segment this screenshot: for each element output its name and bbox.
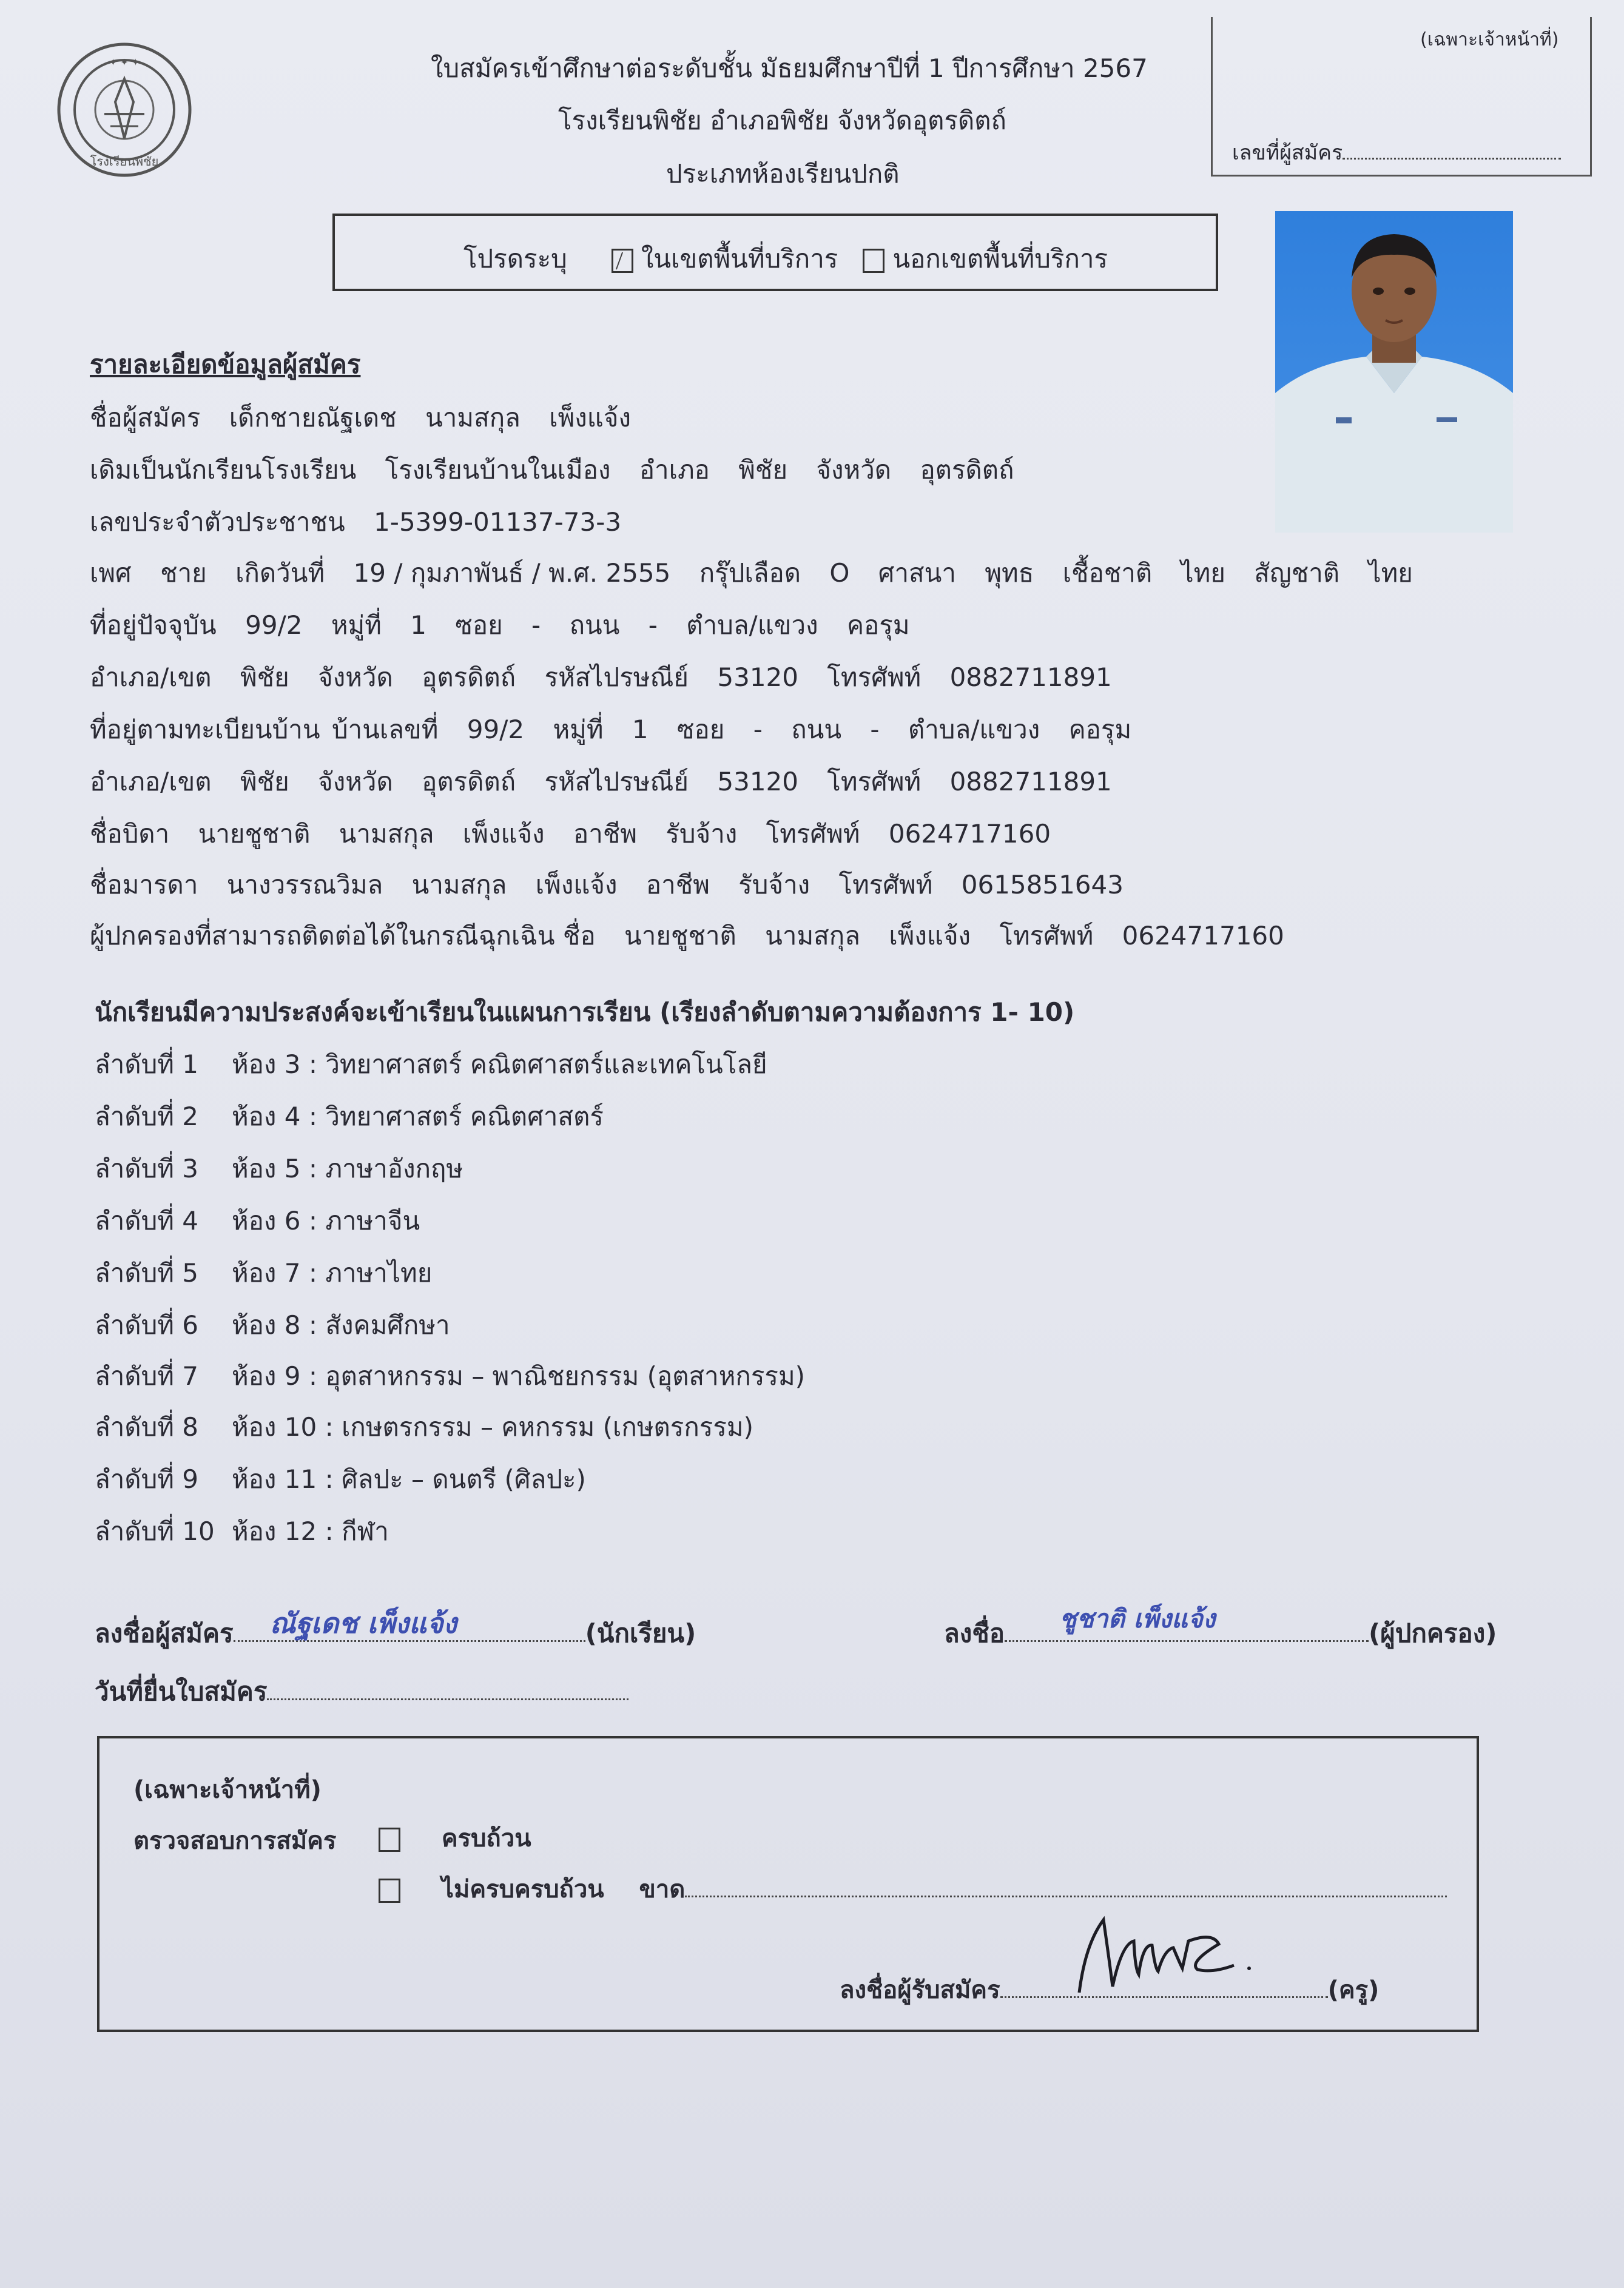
staff-box <box>97 1736 1479 2032</box>
service-area-row <box>463 239 1108 279</box>
registered-soi: - <box>753 715 763 744</box>
plan-choice <box>95 1512 389 1552</box>
choice-rank: ลำดับที่ 6 <box>95 1310 199 1340</box>
current-phone-label: โทรศัพท์ <box>827 662 922 692</box>
father-job-label: อาชีพ <box>573 819 638 849</box>
current-moo-label: หมู่ที่ <box>331 610 382 640</box>
current-address-row-2 <box>90 658 1133 698</box>
current-moo: 1 <box>410 610 426 640</box>
applicant-no-field[interactable] <box>1343 152 1561 160</box>
registered-address-row-1 <box>90 710 1152 750</box>
plan-choice <box>95 1356 805 1396</box>
father-phone-label: โทรศัพท์ <box>766 819 860 849</box>
current-address-label: ที่อยู่ปัจจุบัน <box>90 610 217 640</box>
id-row <box>90 502 642 542</box>
current-house-no: 99/2 <box>245 610 303 640</box>
registered-moo: 1 <box>632 715 649 744</box>
choice-rank: ลำดับที่ 2 <box>95 1102 199 1131</box>
guardian-role: (ผู้ปกครอง) <box>1368 1618 1497 1648</box>
guardian-signature-field[interactable] <box>1005 1604 1369 1642</box>
father-row <box>90 814 1071 854</box>
guardian-signature-line <box>944 1604 1497 1654</box>
current-postal: 53120 <box>717 662 798 692</box>
guardian-name: นายชูชาติ <box>624 921 736 951</box>
submit-date-field[interactable] <box>267 1692 628 1700</box>
missing-label: ขาด <box>639 1876 686 1903</box>
plan-choice <box>95 1407 753 1447</box>
plan-title: นักเรียนมีความประสงค์จะเข้าเรียนในแผนการเรียน (เรียงลำดับตามความต้องการ 1- 10) <box>95 997 1075 1027</box>
current-province: อุตรดิตถ์ <box>422 662 516 692</box>
guardian-row <box>90 916 1305 956</box>
choice-rank: ลำดับที่ 10 <box>95 1516 215 1546</box>
guardian-phone-label: โทรศัพท์ <box>999 921 1094 951</box>
choice-room: ห้อง 6 : ภาษาจีน <box>232 1206 420 1236</box>
registered-subdistrict: คอรุม <box>1068 715 1132 744</box>
choice-rank: ลำดับที่ 4 <box>95 1206 199 1236</box>
sex-value: ชาย <box>160 558 207 588</box>
birth-date: 19 / กุมภาพันธ์ / พ.ศ. 2555 <box>353 558 671 588</box>
personal-row <box>90 553 1434 593</box>
religion-label: ศาสนา <box>878 558 956 588</box>
plan-choice <box>95 1045 767 1085</box>
applicant-signature: ณัฐเดช เพ็งแจ้ง <box>269 1607 457 1640</box>
mother-label: ชื่อมารดา <box>90 870 198 900</box>
out-area-checkbox[interactable] <box>863 249 884 273</box>
sex-label: เพศ <box>90 558 132 588</box>
current-province-label: จังหวัด <box>318 662 393 692</box>
plan-choice <box>95 1459 586 1499</box>
class-type: ประเภทห้องเรียนปกติ <box>666 159 900 189</box>
guardian-surname: เพ็งแจ้ง <box>889 921 971 951</box>
registered-road-label: ถนน <box>791 715 842 744</box>
father-surname: เพ็งแจ้ง <box>462 819 545 849</box>
plan-choice <box>95 1201 420 1241</box>
choice-rank: ลำดับที่ 7 <box>95 1361 199 1391</box>
incomplete-option <box>379 1869 1447 1908</box>
id-label: เลขประจำตัวประชาชน <box>90 507 345 537</box>
guardian-phone: 0624717160 <box>1122 921 1284 951</box>
prev-district: พิชัย <box>738 455 788 485</box>
blood-value: O <box>829 558 850 588</box>
choice-rank: ลำดับที่ 1 <box>95 1049 199 1079</box>
missing-field[interactable] <box>685 1889 1447 1897</box>
mother-job-label: อาชีพ <box>645 870 710 900</box>
choice-room: ห้อง 7 : ภาษาไทย <box>232 1258 433 1288</box>
svg-text:โรงเรียนพิชัย: โรงเรียนพิชัย <box>90 154 159 169</box>
plan-choice <box>95 1097 604 1137</box>
current-address-row-1 <box>90 605 931 645</box>
nationality-value: ไทย <box>1368 558 1413 588</box>
submit-date-label: วันที่ยื่นใบสมัคร <box>95 1677 268 1706</box>
guardian-signature: ชูชาติ เพ็งแจ้ง <box>1059 1604 1216 1634</box>
choice-rank: ลำดับที่ 5 <box>95 1258 199 1288</box>
guardian-surname-label: นามสกุล <box>765 921 860 951</box>
choice-room: ห้อง 5 : ภาษาอังกฤษ <box>232 1154 463 1183</box>
current-soi-label: ซอย <box>455 610 503 640</box>
choice-rank: ลำดับที่ 9 <box>95 1464 199 1494</box>
father-job: รับจ้าง <box>665 819 738 849</box>
applicant-name-row <box>90 398 652 438</box>
birth-label: เกิดวันที่ <box>235 558 325 588</box>
choice-room: ห้อง 3 : วิทยาศาสตร์ คณิตศาสตร์และเทคโนโลยี <box>232 1049 767 1079</box>
plan-choice <box>95 1305 450 1345</box>
registered-moo-label: หมู่ที่ <box>553 715 604 744</box>
school-name: โรงเรียนพิชัย อำเภอพิชัย จังหวัดอุตรดิตถ์ <box>558 106 1006 135</box>
prev-province-label: จังหวัด <box>816 455 892 485</box>
applicant-signature-field[interactable] <box>234 1607 585 1642</box>
choice-room: ห้อง 10 : เกษตรกรรม – คหกรรม (เกษตรกรรม) <box>232 1412 753 1442</box>
prev-school-label: เดิมเป็นนักเรียนโรงเรียน <box>90 455 357 485</box>
registered-district: พิชัย <box>240 767 289 796</box>
service-area-prompt: โปรดระบุ <box>463 244 567 274</box>
complete-checkbox[interactable] <box>379 1828 400 1852</box>
current-subdistrict-label: ตำบล/แขวง <box>686 610 818 640</box>
race-value: ไทย <box>1181 558 1225 588</box>
receiver-label: ลงชื่อผู้รับสมัคร <box>840 1976 1000 2004</box>
applicant-surname: เพ็งแจ้ง <box>549 403 631 432</box>
father-name: นายชูชาติ <box>198 819 311 849</box>
current-postal-label: รหัสไปรษณีย์ <box>544 662 689 692</box>
registered-phone-label: โทรศัพท์ <box>827 767 922 796</box>
applicant-role: (นักเรียน) <box>585 1618 696 1648</box>
registered-postal: 53120 <box>717 767 798 796</box>
registered-province-label: จังหวัด <box>318 767 393 796</box>
mother-surname-label: นามสกุล <box>411 870 507 900</box>
father-phone: 0624717160 <box>888 819 1051 849</box>
race-label: เชื้อชาติ <box>1062 558 1153 588</box>
registered-soi-label: ซอย <box>676 715 725 744</box>
father-surname-label: นามสกุล <box>339 819 434 849</box>
prev-school: โรงเรียนบ้านในเมือง <box>385 455 611 485</box>
choice-rank: ลำดับที่ 8 <box>95 1412 199 1442</box>
choice-room: ห้อง 11 : ศิลปะ – ดนตรี (ศิลปะ) <box>232 1464 586 1494</box>
in-area-label: ในเขตพื้นที่บริการ <box>641 244 838 274</box>
registered-house-no: 99/2 <box>467 715 525 744</box>
in-area-checkbox[interactable] <box>612 249 633 273</box>
mother-name: นางวรรณวิมล <box>226 870 383 900</box>
officer-box <box>1211 17 1592 177</box>
form-title: ใบสมัครเข้าศึกษาต่อระดับชั้น มัธยมศึกษาปีที่ 1 ปีการศึกษา 2567 <box>431 53 1148 83</box>
applicant-sign-label: ลงชื่อผู้สมัคร <box>95 1618 234 1648</box>
prev-province: อุตรดิตถ์ <box>920 455 1014 485</box>
current-road-label: ถนน <box>569 610 620 640</box>
plan-choice <box>95 1149 463 1189</box>
registered-address-label: ที่อยู่ตามทะเบียนบ้าน <box>90 715 320 744</box>
applicant-section-title: รายละเอียดข้อมูลผู้สมัคร <box>90 349 361 379</box>
choice-room: ห้อง 8 : สังคมศึกษา <box>232 1310 450 1340</box>
school-logo <box>56 41 193 178</box>
current-district-label: อำเภอ/เขต <box>90 662 212 692</box>
mother-phone: 0615851643 <box>961 870 1124 900</box>
receiver-signature-scribble <box>1067 1908 1267 1999</box>
guardian-label: ผู้ปกครองที่สามารถติดต่อได้ในกรณีฉุกเฉิน ชื่อ <box>90 921 596 951</box>
blood-label: กรุ๊ปเลือด <box>699 558 801 588</box>
applicant-name: เด็กชายณัฐเดช <box>229 403 397 432</box>
mother-phone-label: โทรศัพท์ <box>838 870 933 900</box>
prev-school-row <box>90 450 1035 490</box>
complete-option <box>379 1819 531 1857</box>
current-soi: - <box>531 610 541 640</box>
registered-road: - <box>870 715 880 744</box>
choice-rank: ลำดับที่ 3 <box>95 1154 199 1183</box>
prev-district-label: อำเภอ <box>639 455 710 485</box>
staff-note: (เฉพาะเจ้าหน้าที่) <box>133 1776 322 1804</box>
incomplete-checkbox[interactable] <box>379 1879 400 1903</box>
service-area-box <box>332 214 1218 291</box>
applicant-no-label: เลขที่ผู้สมัคร <box>1232 136 1561 169</box>
mother-job: รับจ้าง <box>738 870 810 900</box>
incomplete-label: ไม่ครบครบถ้วน <box>441 1876 604 1903</box>
surname-label: นามสกุล <box>425 403 521 432</box>
registered-district-label: อำเภอ/เขต <box>90 767 212 796</box>
svg-text:✦ ✦ ✦: ✦ ✦ ✦ <box>109 56 140 68</box>
out-area-label: นอกเขตพื้นที่บริการ <box>892 244 1108 274</box>
choice-room: ห้อง 12 : กีฬา <box>232 1516 389 1546</box>
current-subdistrict: คอรุม <box>846 610 910 640</box>
guardian-sign-label: ลงชื่อ <box>944 1618 1005 1648</box>
officer-note: (เฉพาะเจ้าหน้าที่) <box>1420 29 1559 50</box>
registered-postal-label: รหัสไปรษณีย์ <box>544 767 689 796</box>
applicant-photo <box>1275 211 1513 533</box>
religion-value: พุทธ <box>985 558 1034 588</box>
registered-phone: 0882711891 <box>949 767 1112 796</box>
submit-date-line <box>95 1672 628 1712</box>
choice-room: ห้อง 4 : วิทยาศาสตร์ คณิตศาสตร์ <box>232 1102 604 1131</box>
nationality-label: สัญชาติ <box>1254 558 1340 588</box>
name-label: ชื่อผู้สมัคร <box>90 403 201 432</box>
choice-room: ห้อง 9 : อุตสาหกรรม – พาณิชยกรรม (อุตสาหกรรม) <box>232 1361 806 1391</box>
mother-row <box>90 865 1144 905</box>
registered-address-row-2 <box>90 762 1133 802</box>
registered-province: อุตรดิตถ์ <box>422 767 516 796</box>
mother-surname: เพ็งแจ้ง <box>535 870 618 900</box>
current-road: - <box>648 610 658 640</box>
plan-choice <box>95 1253 432 1293</box>
receiver-signature-line <box>840 1970 1379 2009</box>
receiver-role: (ครู) <box>1327 1976 1380 2004</box>
registered-subdistrict-label: ตำบล/แขวง <box>908 715 1040 744</box>
applicant-signature-line <box>95 1607 696 1654</box>
staff-check-label: ตรวจสอบการสมัคร <box>133 1827 337 1855</box>
father-label: ชื่อบิดา <box>90 819 170 849</box>
complete-label: ครบถ้วน <box>441 1825 531 1852</box>
current-phone: 0882711891 <box>949 662 1112 692</box>
receiver-signature-field[interactable] <box>1000 1974 1328 1998</box>
current-district: พิชัย <box>240 662 289 692</box>
id-number: 1-5399-01137-73-3 <box>374 507 622 537</box>
registered-house-no-label: บ้านเลขที่ <box>331 715 439 744</box>
